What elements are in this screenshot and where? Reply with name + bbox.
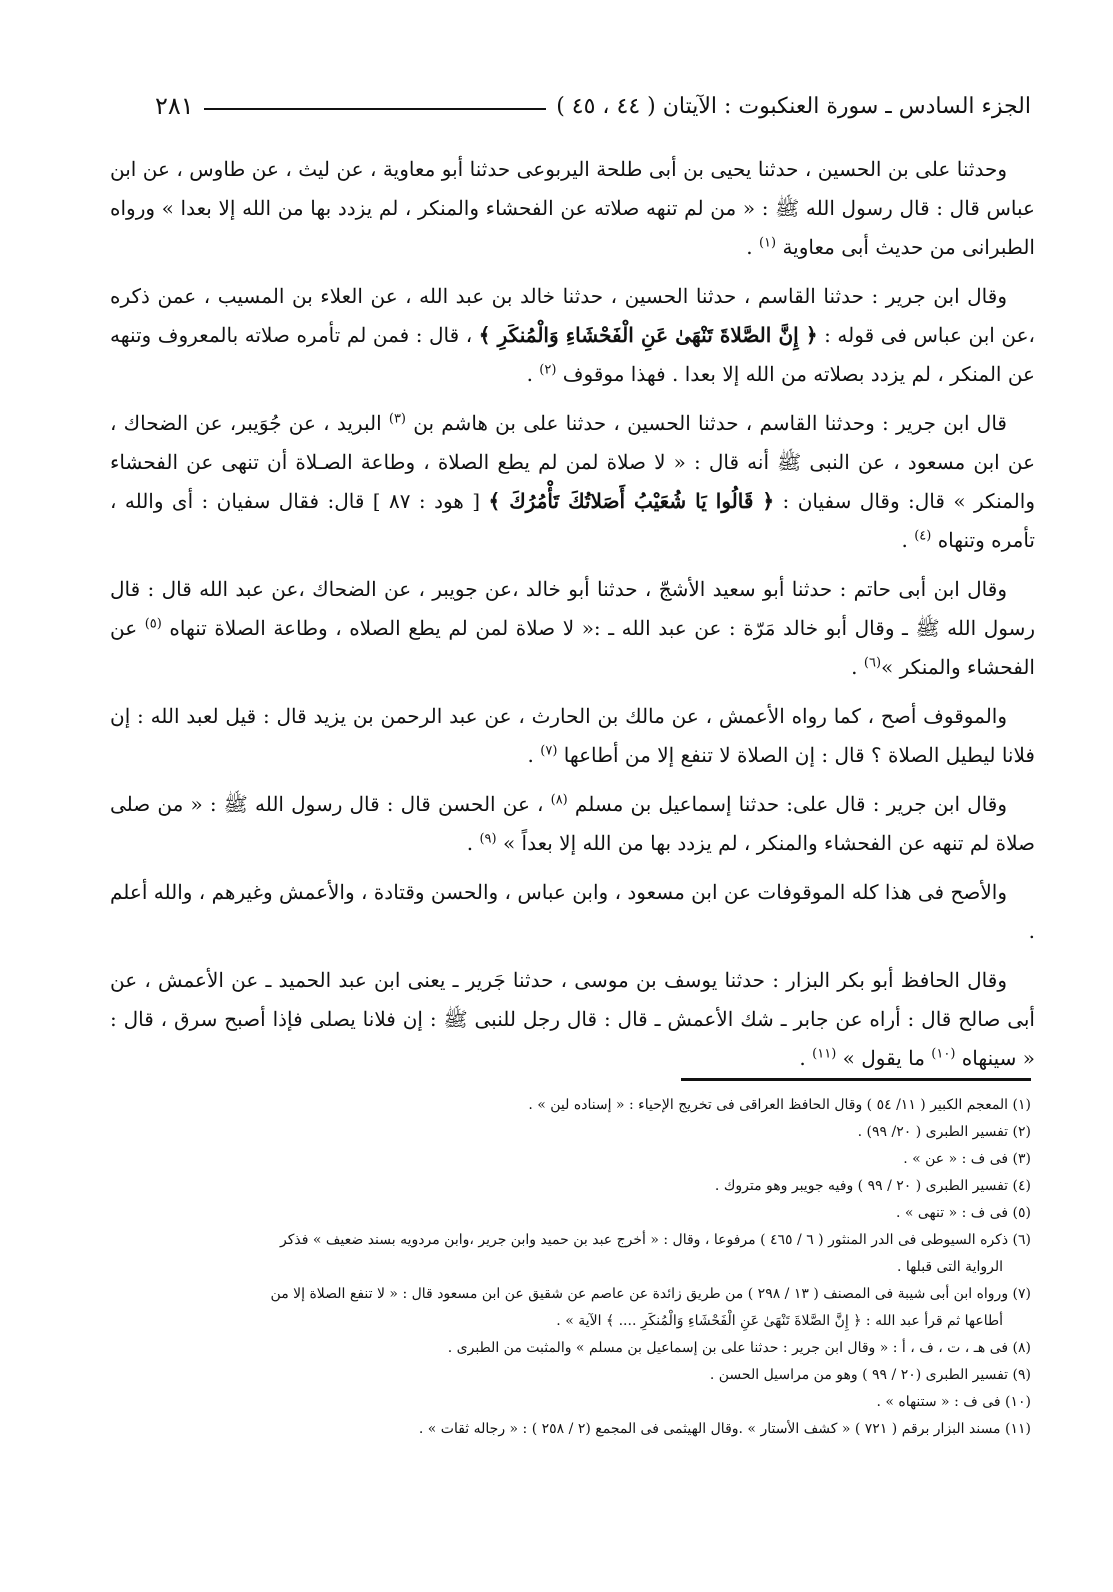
footnote-ref: (٥) (144, 616, 162, 632)
quran-verse: ﴿ إِنَّ الصَّلاةَ تَنْهَىٰ عَنِ الْفَحْشَاءِ وَالْمُنكَرِ ﴾ (478, 323, 818, 347)
footnote-1: (١) المعجم الكبير ( ١١/ ٥٤ ) وقال الحافظ العراقى فى تخريج الإحياء : « إسناده لين » . (528, 1097, 1031, 1113)
paragraph-8: وقال الحافظ أبو بكر البزار : حدثنا يوسف بن موسى ، حدثنا جَرير ـ يعنى ابن عبد الحميد ـ عن الأعمش ، عن أبى صالح قال : أراه عن جابر ـ شك الأعمش ـ قال : قال رجل للنبى ﷺ : إن فلانا يصلى فإذا أصبح سرق ، قال : « سينهاه $^{(١٠)}$ ما يقول » $^{(١١)}$ . (110, 968, 1035, 1070)
footnote-4: (٤) تفسير الطبرى ( ٢٠ / ٩٩ ) وفيه جويبر وهو متروك . (714, 1178, 1031, 1194)
footnote-separator (681, 1078, 1031, 1081)
paragraph-3: قال ابن جرير : وحدثنا القاسم ، حدثنا الحسين ، حدثنا على بن هاشم بن $^{(٣)}$ البريد ، عن جُوَيبر، عن الضحاك ، عن ابن مسعود ، عن النبى ﷺ أنه قال : « لا صلاة لمن لم يطع الصلاة ، وطاعة الصـلاة أن تنهى عن الفحشاء والمنكر » قال: وقال سفيان : ﴿ قَالُوا يَا شُعَيْبُ أَصَلاتُكَ تَأْمُرُكَ ﴾ [ هود : ٨٧ ] قال: فقال سفيان : أى والله ، تأمره وتنهاه $^{(٤)}$ . (110, 411, 1035, 552)
footnote-ref: (٨) (550, 792, 568, 808)
main-text (110, 150, 1035, 1088)
footnote-3: (٣) فى ف : « عن » . (903, 1151, 1031, 1167)
footnote-6: (٦) ذكره السيوطى فى الدر المنثور ( ٦ / ٤٦٥ ) مرفوعا ، وقال : « أخرج عبد بن حميد وابن جرير ،وابن مردويه بسند ضعيف » فذكر الرواية التى قبلها . (280, 1232, 1031, 1275)
footnote-11: (١١) مسند البزار برقم ( ٧٢١ ) « كشف الأستار » .وقال الهيثمى فى المجمع (٢ / ٢٥٨ ) : « رجاله ثقات » . (418, 1421, 1031, 1437)
footnote-10: (١٠) فى ف : « ستنهاه » . (876, 1394, 1031, 1410)
footnote-ref: (٦) (863, 655, 882, 671)
footnote-ref: (٣) (388, 411, 406, 427)
footnote-ref: (٩) (479, 831, 497, 847)
footnote-ref: (٤) (914, 528, 932, 544)
footnote-2: (٢) تفسير الطبرى ( ٢٠/ ٩٩) . (857, 1124, 1031, 1140)
paragraph-7: والأصح فى هذا كله الموقوفات عن ابن مسعود ، وابن عباس ، والحسن وقتادة ، والأعمش وغيرهم ، والله أعلم . (110, 880, 1035, 943)
page-number: ٢٨١ (155, 92, 194, 120)
footnote-ref: (٧) (540, 743, 558, 759)
header-title: الجزء السادس ـ سورة العنكبوت : الآيتان ( ٤٤ ، ٤٥ ) (556, 93, 1031, 119)
quran-verse: ﴿ قَالُوا يَا شُعَيْبُ أَصَلاتُكَ تَأْمُرُكَ ﴾ (488, 489, 775, 513)
header-rule (204, 108, 547, 110)
footnote-7: (٧) ورواه ابن أبى شيبة فى المصنف ( ١٣ / ٢٩٨ ) من طريق زائدة عن عاصم عن شقيق عن ابن مسعود قال : « لا تنفع الصلاة إلا من أطاعها ثم قرأ عبد الله : ﴿ إِنَّ الصَّلاةَ تَنْهَىٰ عَنِ الْفَحْشَاءِ وَالْمُنكَرِ .... ﴾ الآية » . (270, 1286, 1031, 1329)
footnotes (110, 1092, 1031, 1443)
footnote-ref: (١٠) (931, 1046, 956, 1062)
paragraph-4: وقال ابن أبى حاتم : حدثنا أبو سعيد الأشجّ ، حدثنا أبو خالد ،عن جويبر ، عن الضحاك ،عن عبد الله قال : قال رسول الله ﷺ ـ وقال أبو خالد مَرّة : عن عبد الله ـ :« لا صلاة لمن لم يطع الصلاه ، وطاعة الصلاة تنهاه $^{(٥)}$ عن الفحشاء والمنكر »$^{(٦)}$ . (110, 577, 1036, 679)
paragraph-1: وحدثنا على بن الحسين ، حدثنا يحيى بن أبى طلحة اليربوعى حدثنا أبو معاوية ، عن ليث ، عن طاوس ، عن ابن عباس قال : قال رسول الله ﷺ : « من لم تنهه صلاته عن الفحشاء والمنكر ، لم يزدد بها من الله إلا بعدا » ورواه الطبرانى من حديث أبى معاوية $^{(١)}$ . (110, 157, 1035, 259)
paragraph-5: والموقوف أصح ، كما رواه الأعمش ، عن مالك بن الحارث ، عن عبد الرحمن بن يزيد قال : قيل لعبد الله : إن فلانا ليطيل الصلاة ؟ قال : إن الصلاة لا تنفع إلا من أطاعها $^{(٧)}$ . (110, 704, 1035, 767)
footnote-5: (٥) فى ف : « تنهى » . (895, 1205, 1031, 1221)
footnote-ref: (١) (758, 235, 777, 251)
footnote-9: (٩) تفسير الطبرى (٢٠ / ٩٩ ) وهو من مراسيل الحسن . (709, 1367, 1031, 1383)
paragraph-2: وقال ابن جرير : حدثنا القاسم ، حدثنا الحسين ، حدثنا خالد بن عبد الله ، عن العلاء بن المسيب ، عمن ذكره ،عن ابن عباس فى قوله : ﴿ إِنَّ الصَّلاةَ تَنْهَىٰ عَنِ الْفَحْشَاءِ وَالْمُنكَرِ ﴾ ، قال : فمن لم تأمره صلاته بالمعروف وتنهه عن المنكر ، لم يزدد بصلاته من الله إلا بعدا . فهذا موقوف $^{(٢)}$ . (110, 284, 1036, 386)
paragraph-6: وقال ابن جرير : قال على: حدثنا إسماعيل بن مسلم $^{(٨)}$ ، عن الحسن قال : قال رسول الله ﷺ : « من صلى صلاة لم تنهه عن الفحشاء والمنكر ، لم يزدد بها من الله إلا بعداً » $^{(٩)}$ . (110, 792, 1035, 855)
running-header (155, 86, 1031, 126)
footnote-8: (٨) فى هـ ، ت ، ف ، أ : « وقال ابن جرير : حدثنا على بن إسماعيل بن مسلم » والمثبت من الطبرى . (447, 1340, 1031, 1356)
footnote-ref: (٢) (539, 362, 557, 378)
footnote-ref: (١١) (812, 1046, 837, 1062)
